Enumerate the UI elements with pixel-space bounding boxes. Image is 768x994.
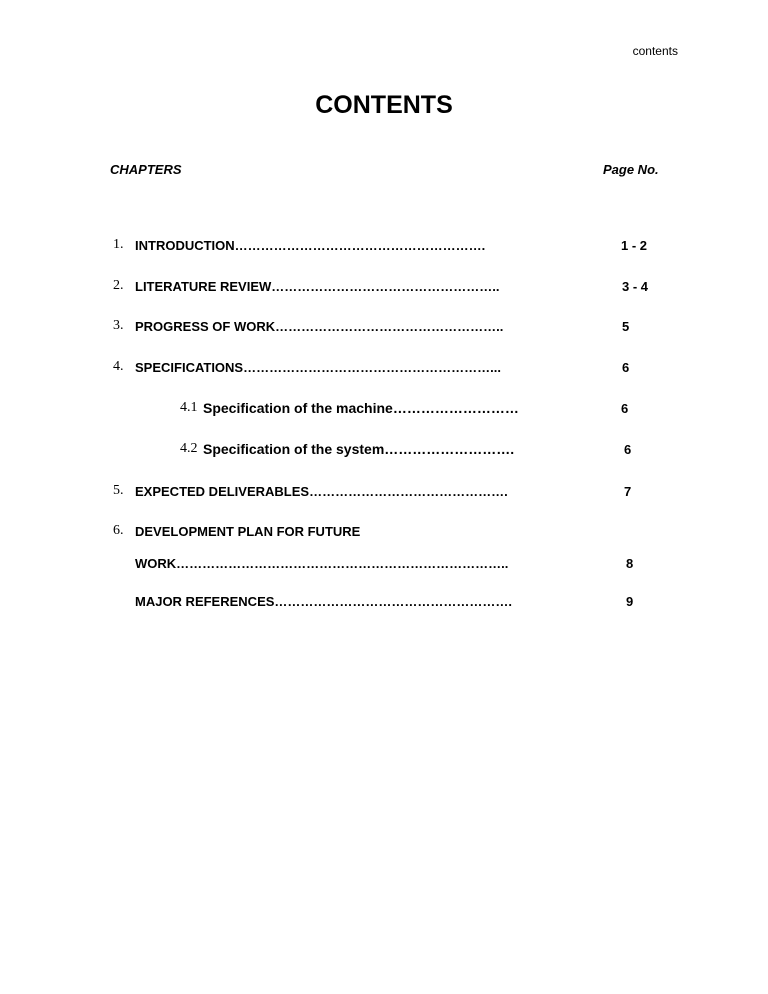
entry-number: 1. (113, 237, 124, 252)
entry-label[interactable]: LITERATURE REVIEW…………………………………………….. (135, 279, 500, 294)
entry-label-continuation[interactable]: WORK………………………………………………………………….. (135, 556, 509, 571)
entry-page: 8 (626, 556, 634, 571)
entry-page: 1 - 2 (621, 238, 648, 253)
entry-number: 6. (113, 523, 124, 538)
running-head: contents (632, 44, 678, 58)
entry-page: 9 (626, 594, 634, 609)
entry-number: 3. (113, 318, 124, 333)
entry-page: 3 - 4 (622, 279, 649, 294)
entry-label[interactable]: SPECIFICATIONS…………………………………………………... (135, 360, 501, 375)
entry-page: 6 (621, 401, 629, 416)
entry-label[interactable]: INTRODUCTION…………………………………………………. (135, 238, 486, 253)
entry-page: 7 (624, 484, 632, 499)
entry-number: 5. (113, 483, 124, 498)
subentry-label[interactable]: Specification of the machine……………………… (203, 400, 519, 416)
entry-page: 6 (624, 442, 632, 457)
entry-page: 6 (622, 360, 630, 375)
entry-number: 4. (113, 359, 124, 374)
entry-label[interactable]: MAJOR REFERENCES………………………………………………. (135, 594, 513, 609)
subentry-number: 4.2 (180, 441, 198, 456)
entry-label[interactable]: EXPECTED DELIVERABLES………………………………………. (135, 484, 508, 499)
entry-number: 2. (113, 278, 124, 293)
entry-label[interactable]: DEVELOPMENT PLAN FOR FUTURE (135, 524, 361, 539)
subentry-number: 4.1 (180, 400, 198, 415)
entry-page: 5 (622, 319, 630, 334)
page-title: CONTENTS (315, 91, 453, 119)
page-number-column-header: Page No. (603, 162, 659, 177)
entry-label[interactable]: PROGRESS OF WORK…………………………………………….. (135, 319, 504, 334)
chapters-column-header: CHAPTERS (110, 162, 182, 177)
subentry-label[interactable]: Specification of the system………………………. (203, 441, 515, 457)
